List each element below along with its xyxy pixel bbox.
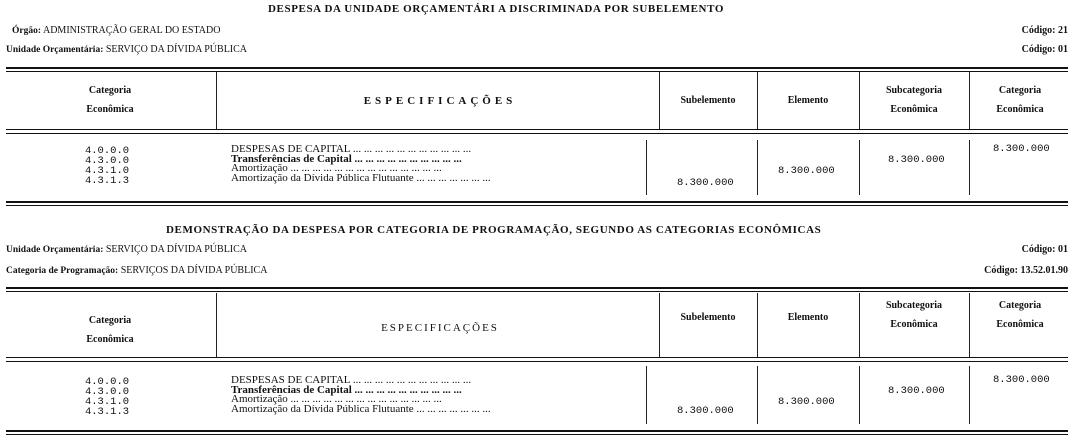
elemento2-value: 8.300.000 (778, 396, 835, 408)
header-subcategoria (862, 85, 966, 115)
header-categoria-right-line2: Econômica (996, 104, 1044, 115)
subcategoria-value: 8.300.000 (888, 154, 945, 166)
row-spec: Amortização ... ... ... ... ... ... ... ... ... ... ... ... ... ... (231, 393, 442, 405)
header2-subelemento: Subelemento (680, 312, 736, 323)
row-code: 4.3.1.3 (84, 406, 130, 418)
row-code: 4.0.0.0 (84, 145, 130, 157)
table1-col-divider (859, 72, 860, 129)
table2-bottom-rule (6, 430, 1068, 432)
row-code: 4.0.0.0 (84, 376, 130, 388)
table1-top-rule-thin (6, 71, 1068, 72)
subelemento-value: 8.300.000 (677, 177, 734, 189)
header-especificacoes: ESPECIFICAÇÕES (363, 95, 517, 107)
row-spec: Transferências de Capital ... ... ... ... ... ... ... ... ... ... (231, 383, 462, 396)
programacao-line (6, 265, 267, 276)
header-subcategoria-line1: Subcategoria (885, 85, 943, 96)
table2-top-rule (6, 287, 1068, 289)
unidade-line (6, 44, 247, 55)
table1-col-divider (969, 72, 970, 129)
table1-bottom-rule (6, 201, 1068, 203)
row-code: 4.3.0.0 (84, 386, 130, 398)
programacao-label: Categoria de Programação: (6, 266, 119, 276)
table1-col-divider (757, 72, 758, 129)
orgao-codigo: Código: 21 (1021, 25, 1068, 36)
header2-categoria (60, 315, 160, 345)
row-spec: DESPESAS DE CAPITAL ... ... ... ... ... ... ... ... ... ... ... (231, 374, 472, 386)
specs-column (231, 145, 491, 183)
table2-col-divider (757, 293, 758, 357)
header-categoria-line1: Categoria (88, 85, 132, 96)
row-code: 4.3.1.0 (84, 165, 130, 177)
programacao-codigo: Código: 13.52.01.90 (984, 265, 1068, 276)
specs2-column (231, 376, 491, 414)
header2-subcategoria-line2: Econômica (890, 319, 938, 330)
table1-body-divider (757, 140, 758, 195)
categoria-value: 8.300.000 (993, 143, 1050, 155)
elemento-value: 8.300.000 (778, 165, 835, 177)
table1-bottom-rule-thin (6, 205, 1068, 206)
table2-body-divider (646, 366, 647, 424)
header-categoria-line2: Econômica (86, 104, 134, 115)
header-categoria-right (972, 85, 1068, 115)
header2-categoria-right-line2: Econômica (996, 319, 1044, 330)
table2-body-divider (969, 366, 970, 424)
table1-col-divider (659, 72, 660, 129)
header2-categoria-line2: Econômica (86, 334, 134, 345)
header-categoria-right-line1: Categoria (998, 85, 1042, 96)
header-categoria (60, 85, 160, 115)
unidade2-line (6, 244, 247, 255)
header2-categoria-right (972, 300, 1068, 330)
unidade-label: Unidade Orçamentária: (6, 45, 104, 55)
table1-header-rule (6, 129, 1068, 130)
orgao-line (12, 25, 220, 36)
unidade2-label: Unidade Orçamentária: (6, 245, 104, 255)
row-spec: DESPESAS DE CAPITAL ... ... ... ... ... ... ... ... ... ... ... (231, 143, 472, 155)
orgao-label: Órgão: (12, 26, 42, 36)
subelemento2-value: 8.300.000 (677, 405, 734, 417)
table2-bottom-rule-thin (6, 434, 1068, 435)
orgao-value: ADMINISTRAÇÃO GERAL DO ESTADO (42, 25, 221, 36)
table2-top-rule-thin (6, 291, 1068, 292)
header-subelemento: Subelemento (680, 95, 736, 106)
header2-categoria-line1: Categoria (88, 315, 132, 326)
table1-header-rule-2 (6, 133, 1068, 134)
table1-body-divider (646, 140, 647, 195)
table1-col-divider (216, 72, 217, 129)
unidade-codigo: Código: 01 (1021, 44, 1068, 55)
table2-header-rule-2 (6, 361, 1068, 362)
unidade2-value: SERVIÇO DA DÍVIDA PÚBLICA (105, 244, 248, 255)
row-spec: Amortização ... ... ... ... ... ... ... ... ... ... ... ... ... ... (231, 162, 442, 174)
header2-subcategoria (862, 300, 966, 330)
unidade-value: SERVIÇO DA DÍVIDA PÚBLICA (105, 44, 248, 55)
header2-subcategoria-line1: Subcategoria (885, 300, 943, 311)
header2-elemento: Elemento (787, 312, 829, 323)
table2-col-divider (859, 293, 860, 357)
codes2-column (62, 377, 152, 417)
row-spec: Amortização da Dívida Pública Flutuante ... ... ... ... ... ... ... (231, 171, 491, 184)
table2-col-divider (969, 293, 970, 357)
programacao-value: SERVIÇOS DA DÍVIDA PÚBLICA (120, 265, 268, 276)
unidade2-codigo: Código: 01 (1021, 244, 1068, 255)
table2-body-divider (859, 366, 860, 424)
subcategoria2-value: 8.300.000 (888, 385, 945, 397)
table2-col-divider (659, 293, 660, 357)
header2-especificacoes: ESPECIFICAÇÕES (381, 322, 499, 334)
row-spec: Amortização da Dívida Pública Flutuante ... ... ... ... ... ... ... (231, 402, 491, 415)
table1-body-divider (969, 140, 970, 195)
categoria2-value: 8.300.000 (993, 374, 1050, 386)
header-elemento: Elemento (787, 95, 829, 106)
section2-title: DEMONSTRAÇÃO DA DESPESA POR CATEGORIA DE PROGRAMAÇÃO, SEGUNDO AS CATEGORIAS ECONÔMICAS (166, 224, 822, 236)
row-code: 4.3.1.3 (84, 175, 130, 187)
row-spec: Transferências de Capital ... ... ... ... ... ... ... ... ... ... (231, 152, 462, 165)
row-code: 4.3.1.0 (84, 396, 130, 408)
table2-header-rule (6, 357, 1068, 358)
table1-top-rule (6, 67, 1068, 69)
table2-body-divider (757, 366, 758, 424)
codes-column (62, 146, 152, 186)
table1-body-divider (859, 140, 860, 195)
header2-categoria-right-line1: Categoria (998, 300, 1042, 311)
section1-title: DESPESA DA UNIDADE ORÇAMENTÁRI A DISCRIMINADA POR SUBELEMENTO (268, 3, 724, 15)
table2-col-divider (216, 293, 217, 357)
row-code: 4.3.0.0 (84, 155, 130, 167)
header-subcategoria-line2: Econômica (890, 104, 938, 115)
